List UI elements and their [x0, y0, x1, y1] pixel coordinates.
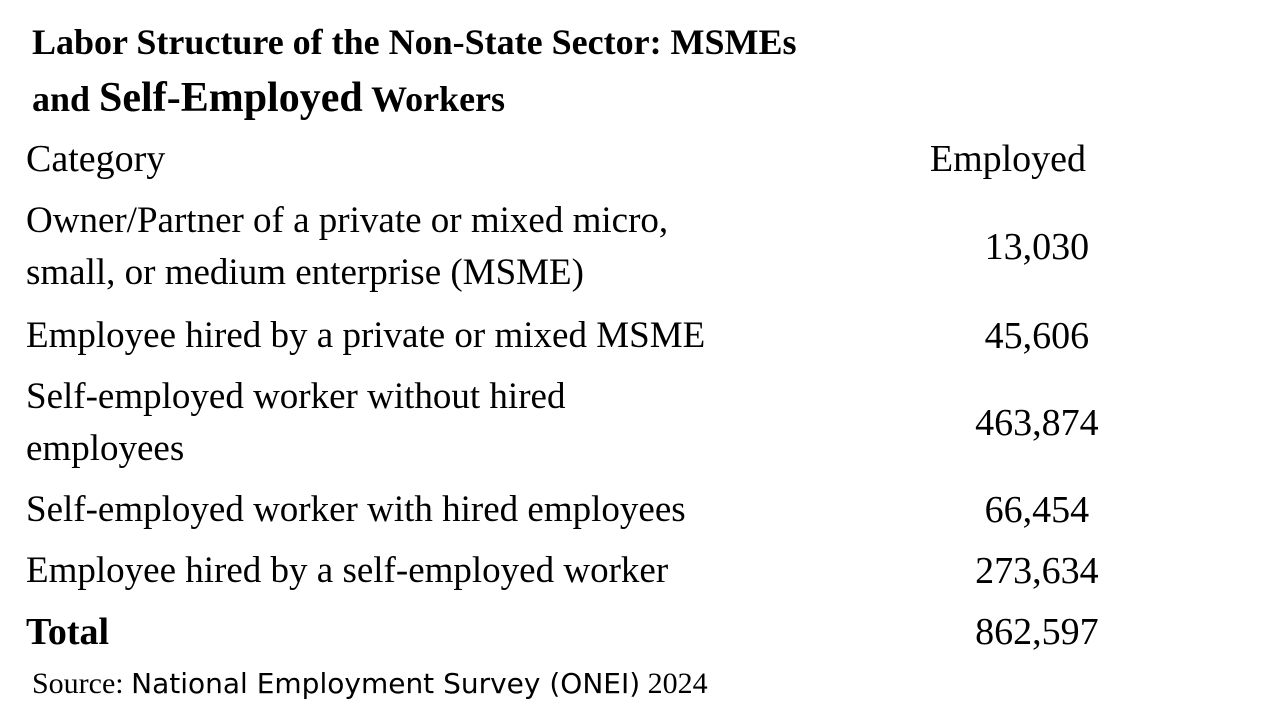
column-header-employed: Employed [929, 138, 1087, 180]
employed-cell: 13,030 [984, 226, 1090, 268]
title-line-2b: Self-Employed [99, 75, 363, 121]
category-cell [26, 540, 898, 602]
column-header-category: Category [26, 138, 166, 180]
category-cell [26, 306, 898, 366]
category-cell [26, 188, 898, 306]
source-year: 2024 [640, 667, 708, 700]
table-row [26, 306, 1176, 366]
title-line-1: Labor Structure of the Non-State Sector: MSMEs [32, 22, 797, 62]
source-note [32, 664, 708, 704]
table-title [32, 14, 1032, 127]
table-row [26, 540, 1176, 602]
category-text-line-1: Employee hired by a private or mixed MSME [26, 315, 706, 356]
table-row [26, 366, 1176, 480]
table-row [26, 480, 1176, 540]
category-text-line-2: small, or medium enterprise (MSME) [26, 252, 584, 293]
source-name: National Employment Survey (ONEI) [131, 667, 641, 700]
employed-cell: 45,606 [984, 315, 1090, 357]
table-row [26, 188, 1176, 306]
source-label: Source: [32, 667, 132, 700]
category-text-line-1: Owner/Partner of a private or mixed micro, [26, 200, 669, 241]
labor-structure-table [26, 130, 1176, 662]
header-row [26, 130, 1176, 188]
employed-cell: 463,874 [975, 402, 1099, 444]
title-line-2a: and [32, 79, 100, 119]
category-text-line-1: Self-employed worker without hired [26, 376, 566, 417]
category-text-line-1: Employee hired by a self-employed worker [26, 550, 669, 591]
category-cell [26, 480, 898, 540]
total-row [26, 602, 1176, 662]
category-cell [26, 366, 898, 480]
title-line-2c: Workers [362, 79, 506, 119]
total-value: 862,597 [975, 611, 1099, 653]
category-text-line-2: employees [26, 428, 185, 469]
total-label: Total [26, 611, 110, 653]
category-text-line-1: Self-employed worker with hired employees [26, 489, 686, 530]
employed-cell: 66,454 [984, 489, 1090, 531]
employed-cell: 273,634 [975, 550, 1099, 592]
